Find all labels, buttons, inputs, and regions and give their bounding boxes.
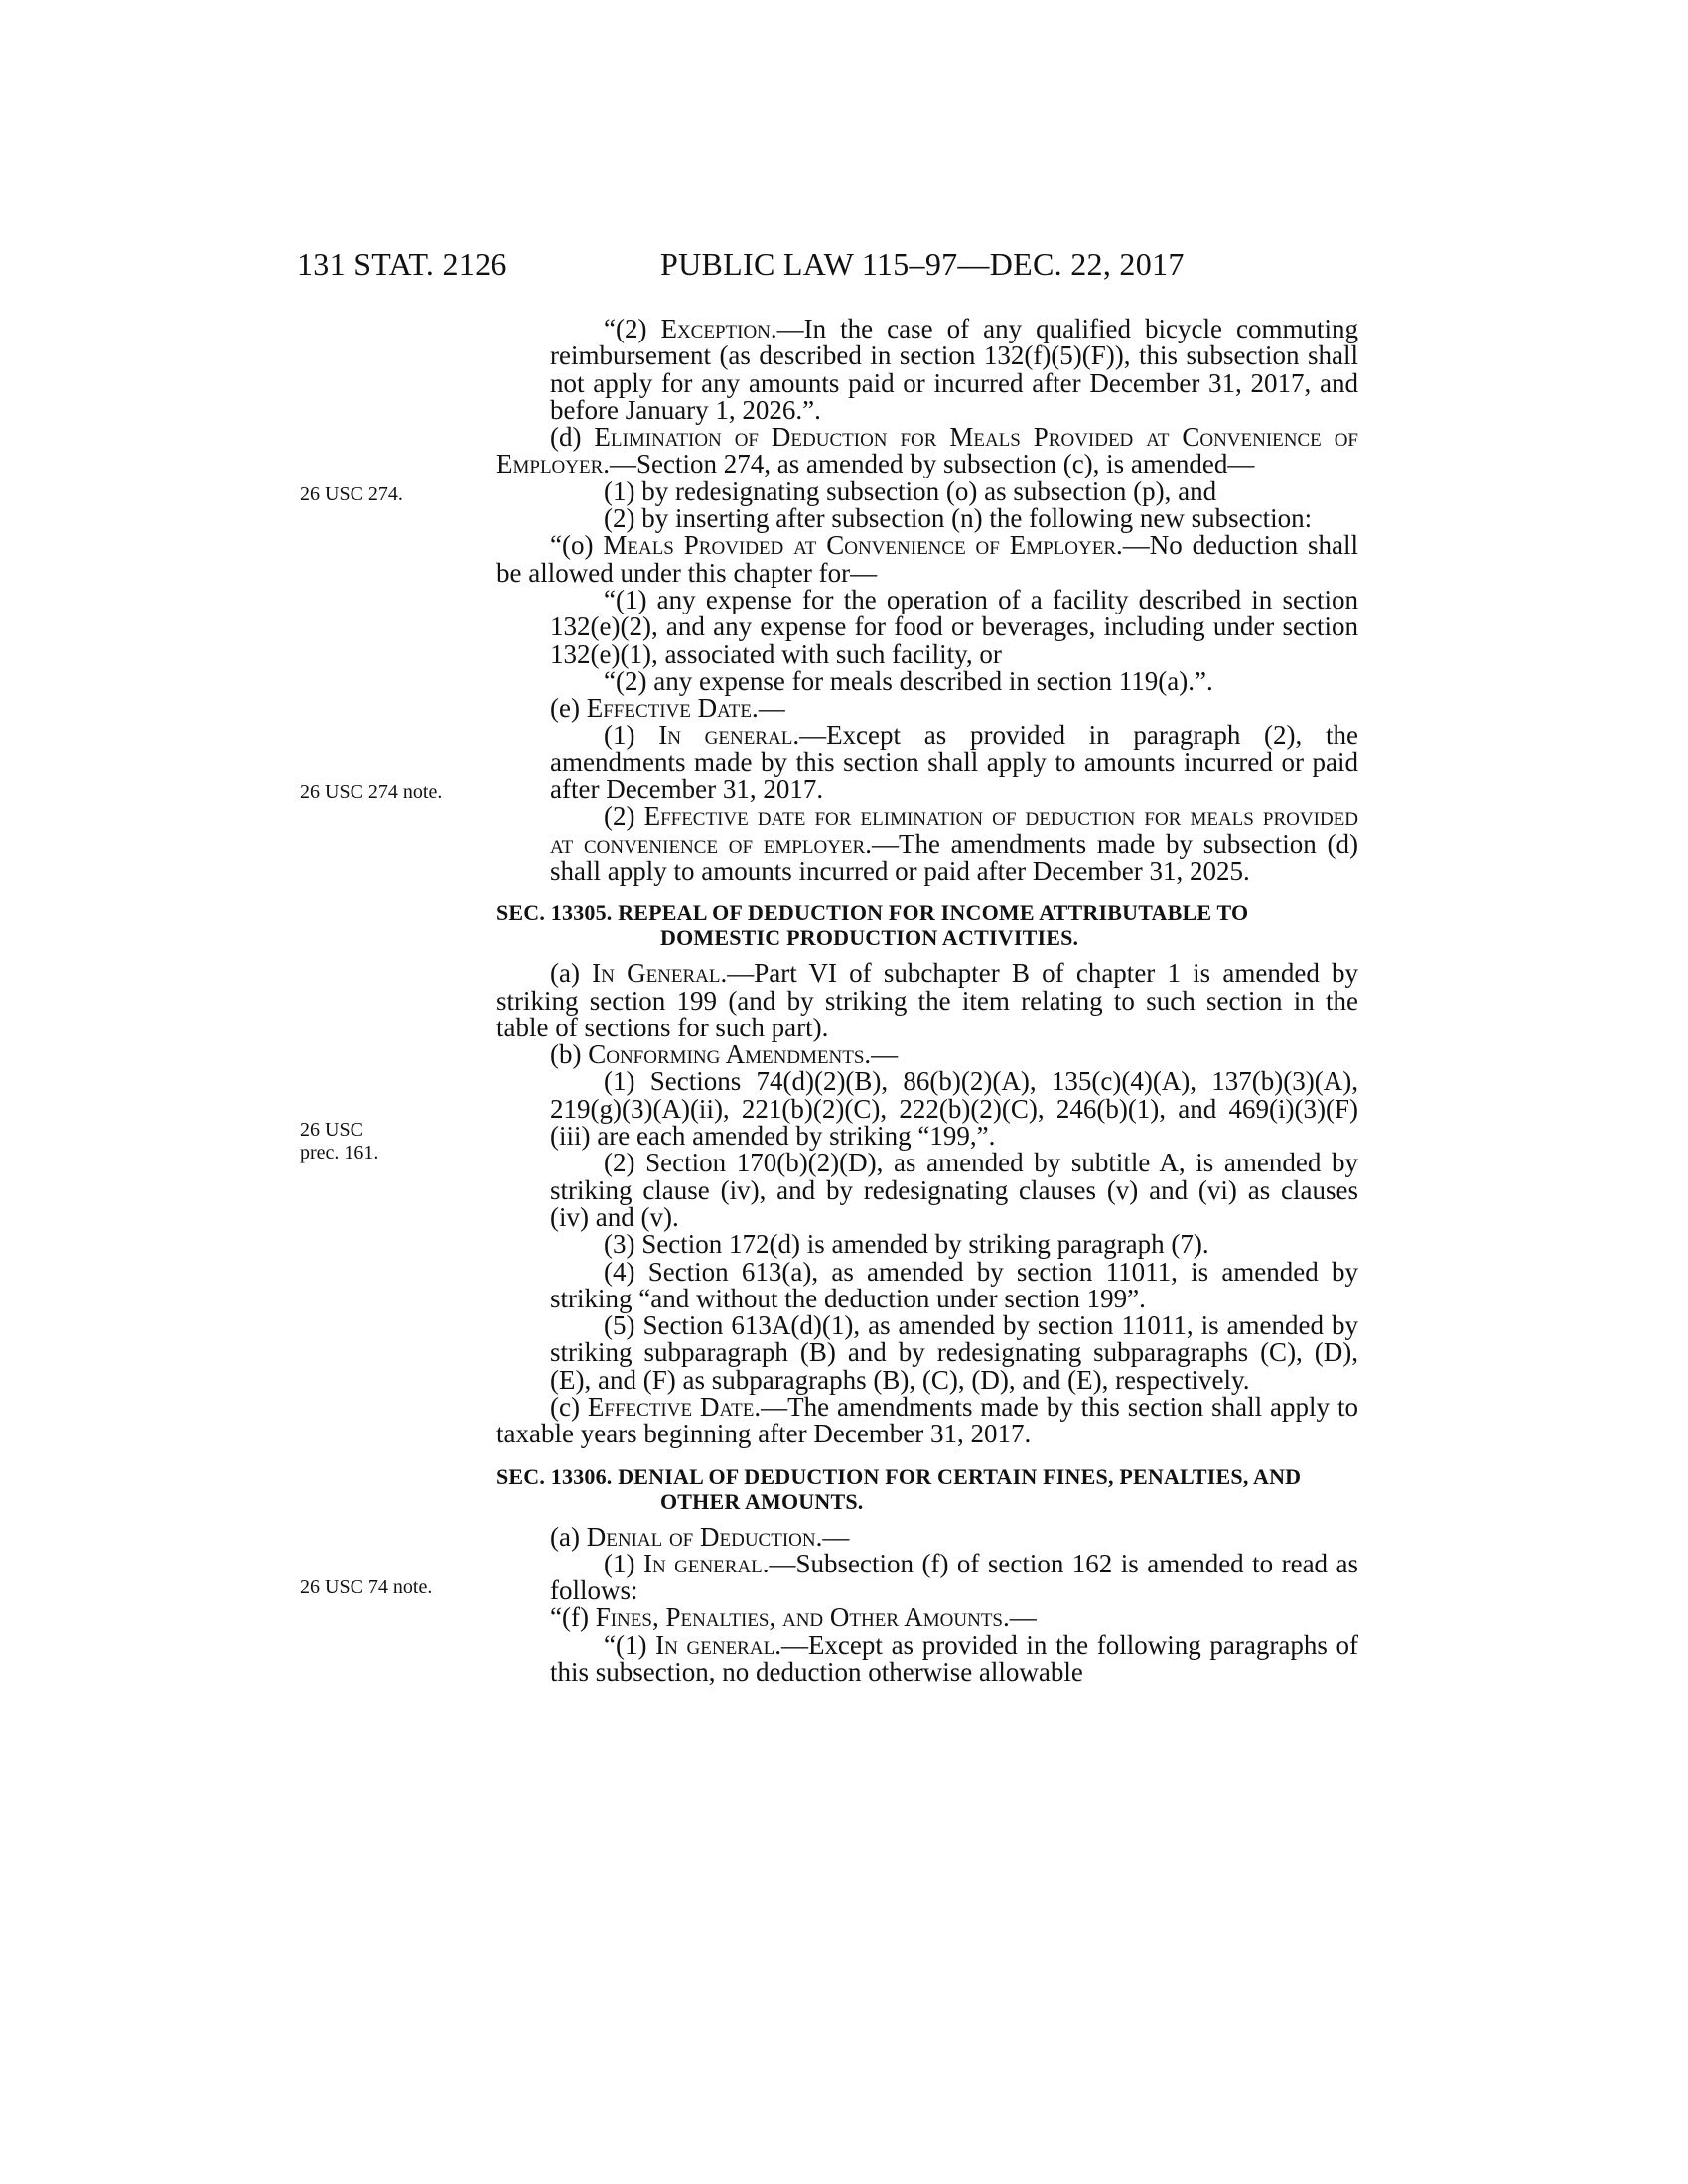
- heading-run: Effective Date: [586, 693, 752, 724]
- heading-run: In General: [592, 958, 721, 989]
- text-run: .—Except as provided in paragraph (2), the amendments made by this section shall apply to amounts incurred or paid after December 31, 2017.: [550, 720, 1358, 805]
- text-run: .—In the case of any qualified bicycle commuting reimbursement (as described in section 132(f)(5)(F)), this subsection shall not apply for any amounts paid or incurred after December 31, 2017, and before January 1, 2026.”.: [550, 314, 1358, 425]
- text-run: .—: [815, 1521, 850, 1552]
- paragraph: (1) by redesignating subsection (o) as subsection (p), and: [604, 476, 1217, 506]
- text-run: (2): [604, 801, 644, 832]
- section-heading: SEC. 13306. DENIAL OF DEDUCTION FOR CERTAIN FINES, PENALTIES, AND OTHER AMOUNTS.: [496, 1463, 1302, 1514]
- text-run: “(f): [550, 1602, 596, 1633]
- heading-run: Fines, Penalties, and Other Amounts: [595, 1602, 1003, 1633]
- heading-run: Effective Date: [587, 1391, 755, 1422]
- text-run: .—Section 274, as amended by subsection (c), is amended—: [603, 449, 1255, 479]
- paragraph: (3) Section 172(d) is amended by striking paragraph (7).: [604, 1229, 1209, 1260]
- paragraph: [496, 1604, 1358, 1631]
- text-run: .—Subsection (f) of section 162 is amended to read as follows:: [550, 1548, 1358, 1606]
- paragraph: [496, 960, 1358, 1041]
- margin-note-usc-prec-161: 26 USC prec. 161.: [300, 1119, 379, 1163]
- text-run: (a): [550, 1521, 587, 1552]
- running-head: PUBLIC LAW 115–97—DEC. 22, 2017: [660, 246, 1185, 282]
- text-run: .—: [751, 693, 785, 724]
- paragraph: [496, 532, 1358, 587]
- paragraph: (4) Section 613(a), as amended by section 11011, is amended by striking “and without the deduction under section 199”.: [550, 1256, 1358, 1313]
- statute-text: [496, 316, 1358, 1686]
- text-run: .—The amendments made by subsection (d) shall apply to amounts incurred or paid after December 31, 2025.: [550, 828, 1358, 886]
- text-run: (c): [550, 1391, 588, 1422]
- text-run: .—No deduction shall be allowed under this chapter for—: [496, 530, 1358, 588]
- heading-run: Meals Provided at Convenience of Employer: [603, 530, 1117, 561]
- heading-run: Exception: [660, 314, 771, 343]
- text-run: .—Part VI of subchapter B of chapter 1 is amended by striking section 199 (and by striking the item relating to such section in the table of sections for such part).: [496, 958, 1359, 1042]
- paragraph: (5) Section 613A(d)(1), as amended by section 11011, is amended by striking subparagraph (B) and by redesignating subparagraphs (C), (D), (E), and (F) as subparagraphs (B), (C), (D), and (E), respectively.: [550, 1310, 1358, 1395]
- heading-run: In general: [655, 1629, 775, 1660]
- heading-run: Conforming Amendments: [588, 1039, 865, 1070]
- text-run: .—The amendments made by this section shall apply to taxable years beginning after December 31, 2017.: [496, 1391, 1358, 1449]
- heading-run: Effective date for elimination of deduction for meals provided at convenience of employer: [550, 801, 1358, 859]
- paragraph: [496, 1041, 1358, 1068]
- paragraph: [496, 1629, 1358, 1688]
- paragraph: (2) by inserting after subsection (n) the following new subsection:: [604, 503, 1313, 534]
- paragraph: [496, 1521, 1358, 1552]
- text-run: (e): [550, 693, 587, 724]
- heading-run: In general: [658, 720, 793, 751]
- section-heading: SEC. 13305. REPEAL OF DEDUCTION FOR INCOME ATTRIBUTABLE TO DOMESTIC PRODUCTION ACTIVITIES.: [496, 900, 1249, 951]
- text-run: .—: [864, 1039, 899, 1070]
- paragraph: [496, 695, 1358, 722]
- paragraph: “(1) any expense for the operation of a facility described in section 132(e)(2), and any expense for food or beverages, including under section 132(e)(1), associated with such facility, or: [550, 584, 1358, 669]
- text-run: .—Except as provided in the following paragraphs of this subsection, no deduction otherwise allowable: [550, 1629, 1358, 1688]
- text-run: “(o): [550, 530, 604, 561]
- text-run: (1): [604, 720, 659, 751]
- paragraph: [496, 803, 1358, 885]
- paragraph: [496, 1548, 1358, 1606]
- text-run: (d): [550, 422, 595, 453]
- text-run: .—: [1003, 1602, 1037, 1633]
- paragraph: (2) Section 170(b)(2)(D), as amended by subtitle A, is amended by striking clause (iv), and by redesignating clauses (v) and (vi) as clauses (iv) and (v).: [550, 1148, 1358, 1232]
- text-run: (b): [550, 1039, 589, 1070]
- margin-note-usc-274: 26 USC 274.: [300, 483, 403, 505]
- heading-run: In general: [642, 1548, 763, 1578]
- heading-run: Elimination of Deduction for Meals Provided at Convenience of Employer: [496, 422, 1358, 479]
- paragraph: [496, 1391, 1358, 1449]
- stat-page-number: 131 STAT. 2126: [297, 246, 507, 282]
- text-run: “(2): [604, 314, 661, 343]
- text-run: (1): [604, 1548, 643, 1578]
- paragraph: [496, 316, 1358, 424]
- margin-note-usc-274-note: 26 USC 274 note.: [300, 781, 443, 803]
- paragraph: “(2) any expense for meals described in section 119(a).”.: [604, 665, 1213, 696]
- margin-note-usc-74-note: 26 USC 74 note.: [300, 1576, 433, 1598]
- text-run: “(1): [604, 1629, 656, 1660]
- paragraph: [496, 424, 1358, 478]
- heading-run: Denial of Deduction: [586, 1521, 816, 1552]
- paragraph: [496, 722, 1358, 803]
- text-run: (a): [550, 958, 593, 989]
- paragraph: (1) Sections 74(d)(2)(B), 86(b)(2)(A), 135(c)(4)(A), 137(b)(3)(A), 219(g)(3)(A)(ii), 221(b)(2)(C), 222(b)(2)(C), 246(b)(1), and 469(i)(3)(F)(iii) are each amended by striking “199,”.: [550, 1066, 1358, 1152]
